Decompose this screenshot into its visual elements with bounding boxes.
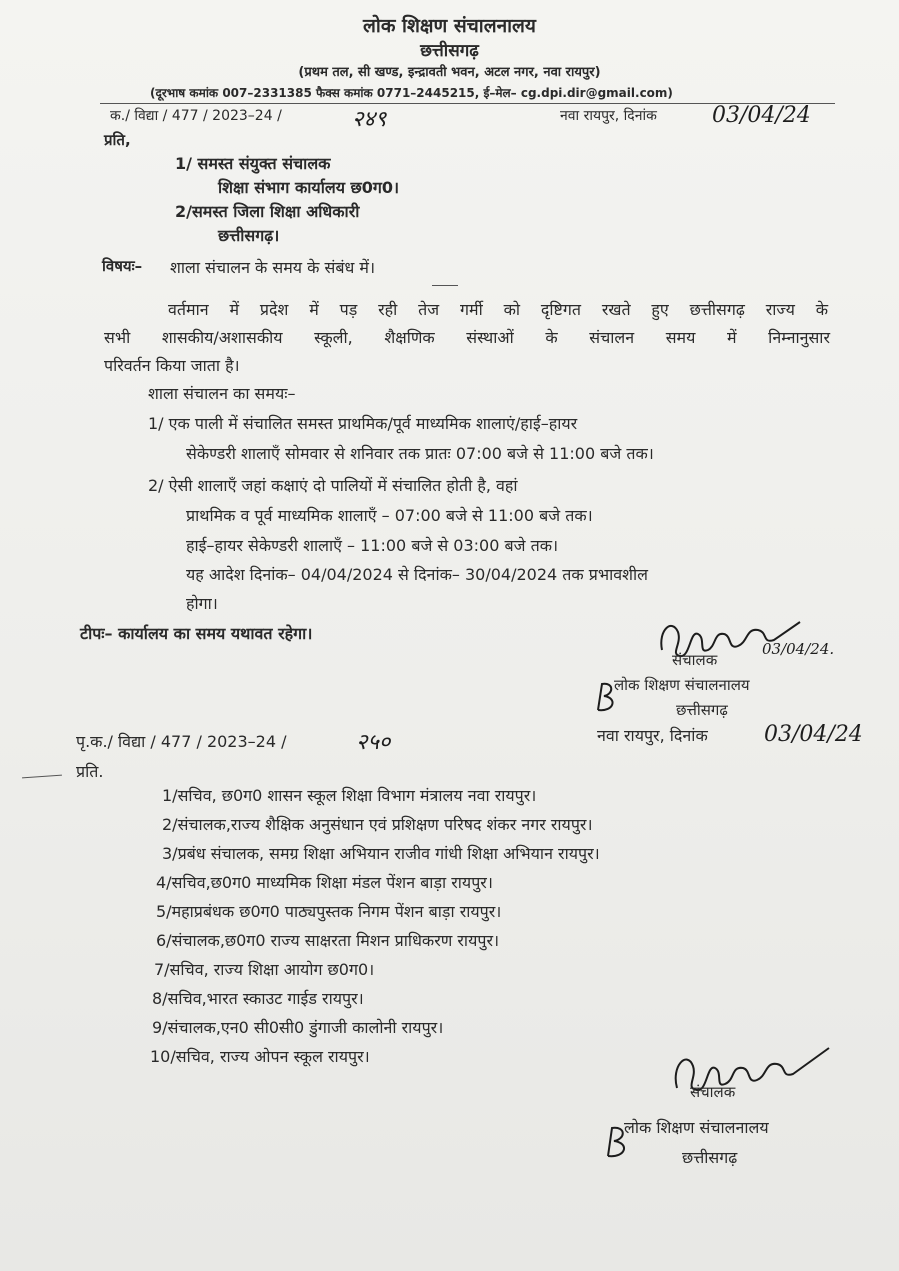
body-paragraph-line: सभी शासकीय/अशासकीय स्कूली, शैक्षणिक संस्थाओं के संचालन समय में निम्नानुसार	[104, 328, 830, 347]
letter2-recipient: 4/सचिव,छ0ग0 माध्यमिक शिक्षा मंडल पेंशन बाड़ा रायपुर।	[156, 873, 493, 892]
letter2-recipient: 6/संचालक,छ0ग0 राज्य साक्षरता मिशन प्राधिकरण रायपुर।	[156, 931, 500, 950]
subject-label: विषयः–	[102, 257, 143, 275]
office-contact: (दूरभाष कमांक 007–2331385 फैक्स कमांक 0771–2445215, ई–मेल– cg.dpi.dir@gmail.com)	[150, 86, 673, 100]
letter2-ref-number: २५०	[356, 730, 391, 755]
margin-mark	[22, 775, 62, 779]
timing-point: 1/ एक पाली में संचालित समस्त प्राथमिक/पूर्व माध्यमिक शालाएं/हाई–हायर	[148, 414, 578, 433]
letter1-recipient: शिक्षा संभाग कार्यालय छ0ग0।	[218, 178, 400, 197]
office-title: लोक शिक्षण संचालनालय	[363, 15, 536, 37]
body-paragraph-line: वर्तमान में प्रदेश में पड़ रही तेज गर्मी को दृष्टिगत रखते हुए छत्तीसगढ़ राज्य के	[168, 300, 828, 319]
signature-date-1: 03/04/24.	[762, 640, 835, 658]
signatory-office-1: लोक शिक्षण संचालनालय	[614, 676, 750, 694]
letter2-recipient: 7/सचिव, राज्य शिक्षा आयोग छ0ग0।	[154, 960, 375, 979]
timing-point: यह आदेश दिनांक– 04/04/2024 से दिनांक– 30/04/2024 तक प्रभावशील	[186, 565, 649, 584]
letter1-recipient: छत्तीसगढ़।	[218, 226, 280, 245]
letter2-recipient: 5/महाप्रबंधक छ0ग0 पाठ्यपुस्तक निगम पेंशन बाड़ा रायपुर।	[156, 902, 502, 921]
subject-text: शाला संचालन के समय के संबंध में।	[170, 258, 376, 277]
letter2-recipient: 1/सचिव, छ0ग0 शासन स्कूल शिक्षा विभाग मंत्रालय नवा रायपुर।	[162, 786, 537, 805]
subject-dash	[432, 285, 458, 286]
timing-point: 2/ ऐसी शालाएँ जहां कक्षाएं दो पालियों में संचालित होती है, वहां	[148, 476, 518, 495]
body-paragraph-line: परिवर्तन किया जाता है।	[104, 356, 240, 375]
signatory-place-date-1: नवा रायपुर, दिनांक	[597, 726, 708, 745]
letter2-prati: प्रति.	[76, 762, 104, 781]
office-address: (प्रथम तल, सी खण्ड, इन्द्रावती भवन, अटल नगर, नवा रायपुर)	[298, 65, 601, 80]
letter2-ref: पृ.क./ विद्या / 477 / 2023–24 /	[76, 732, 287, 751]
timing-heading: शाला संचालन का समयः–	[148, 384, 296, 403]
letter1-recipient: 1/ समस्त संयुक्त संचालक	[175, 154, 331, 173]
letter1-place-date: नवा रायपुर, दिनांक	[560, 108, 657, 124]
signatory-designation-2: संचालक	[690, 1083, 736, 1101]
letter2-recipient: 9/संचालक,एन0 सी0सी0 डुंगाजी कालोनी रायपुर।	[152, 1018, 444, 1037]
letter1-recipient: 2/समस्त जिला शिक्षा अधिकारी	[175, 202, 360, 221]
timing-point: सेकेण्डरी शालाएँ सोमवार से शनिवार तक प्रातः 07:00 बजे से 11:00 बजे तक।	[186, 444, 654, 463]
timing-point: हाई–हायर सेकेण्डरी शालाएँ – 11:00 बजे से 03:00 बजे तक।	[186, 536, 559, 555]
letter1-prati: प्रति,	[104, 131, 131, 149]
letter1-ref: क./ विद्या / 477 / 2023–24 /	[110, 108, 282, 124]
note: टीपः– कार्यालय का समय यथावत रहेगा।	[80, 624, 313, 643]
signatory-designation-1: संचालक	[672, 651, 718, 669]
signatory-state-2: छत्तीसगढ़	[682, 1148, 738, 1167]
signatory-state-1: छत्तीसगढ़	[676, 701, 728, 719]
letter1-date: 03/04/24	[712, 103, 811, 128]
letter1-ref-number: २४९	[352, 107, 387, 132]
letter2-recipient: 8/सचिव,भारत स्काउट गाईड रायपुर।	[152, 989, 364, 1008]
letter2-recipient: 10/सचिव, राज्य ओपन स्कूल रायपुर।	[150, 1047, 370, 1066]
timing-point: प्राथमिक व पूर्व माध्यमिक शालाएँ – 07:00 बजे से 11:00 बजे तक।	[186, 506, 593, 525]
office-state: छत्तीसगढ़	[420, 41, 479, 61]
timing-point: होगा।	[186, 594, 218, 613]
signatory-date-handwritten-1: 03/04/24	[764, 722, 863, 747]
signatory-office-2: लोक शिक्षण संचालनालय	[624, 1118, 769, 1137]
letter2-recipient: 2/संचालक,राज्य शैक्षिक अनुसंधान एवं प्रशिक्षण परिषद शंकर नगर रायपुर।	[162, 815, 593, 834]
letter2-recipient: 3/प्रबंध संचालक, समग्र शिक्षा अभियान राजीव गांधी शिक्षा अभियान रायपुर।	[162, 844, 600, 863]
